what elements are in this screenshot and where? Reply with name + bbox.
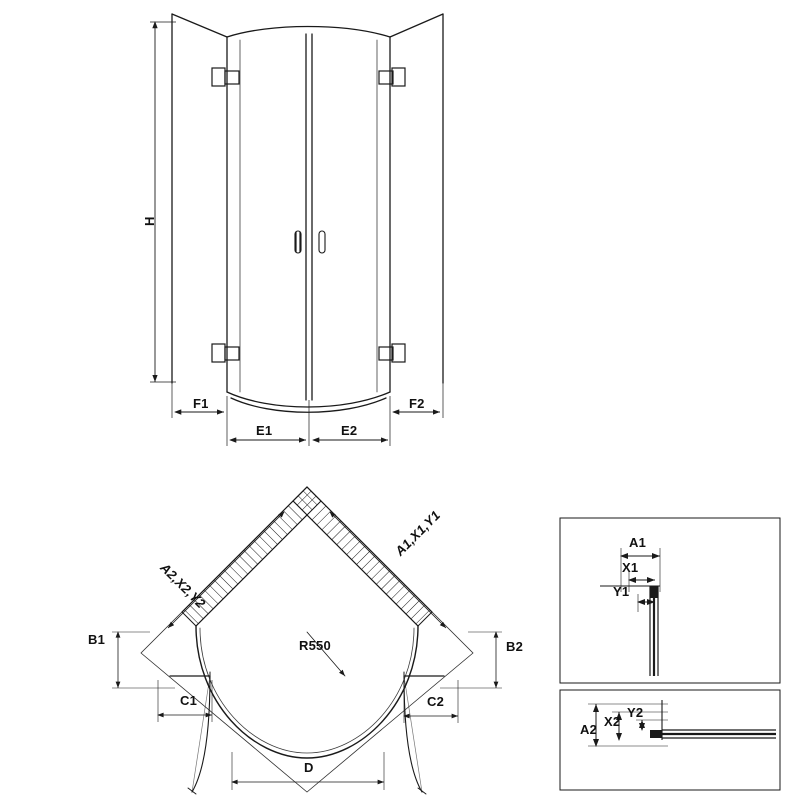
label-c1: C1 xyxy=(180,693,198,708)
label-f2: F2 xyxy=(409,396,425,411)
label-e2: E2 xyxy=(341,423,358,438)
label-detail-a2: A2 xyxy=(580,722,598,737)
label-f1: F1 xyxy=(193,396,209,411)
label-a1x1y1: A1,X1,Y1 xyxy=(392,507,444,559)
detail-profile-a1 xyxy=(560,518,780,683)
label-e1: E1 xyxy=(256,423,273,438)
label-b2: B2 xyxy=(506,639,524,654)
label-detail-x2: X2 xyxy=(604,714,621,729)
label-detail-y2: Y2 xyxy=(627,705,644,720)
label-c2: C2 xyxy=(427,694,445,709)
label-r550: R550 xyxy=(299,638,331,653)
label-detail-y1: Y1 xyxy=(613,584,630,599)
label-b1: B1 xyxy=(88,632,106,647)
elevation-view xyxy=(172,14,443,412)
detail-profile-a2 xyxy=(560,690,780,790)
label-d: D xyxy=(304,760,314,775)
label-detail-x1: X1 xyxy=(622,560,639,575)
label-detail-a1: A1 xyxy=(629,535,647,550)
label-h: H xyxy=(142,216,157,226)
label-a2x2y2: A2,X2,Y2 xyxy=(157,560,209,612)
